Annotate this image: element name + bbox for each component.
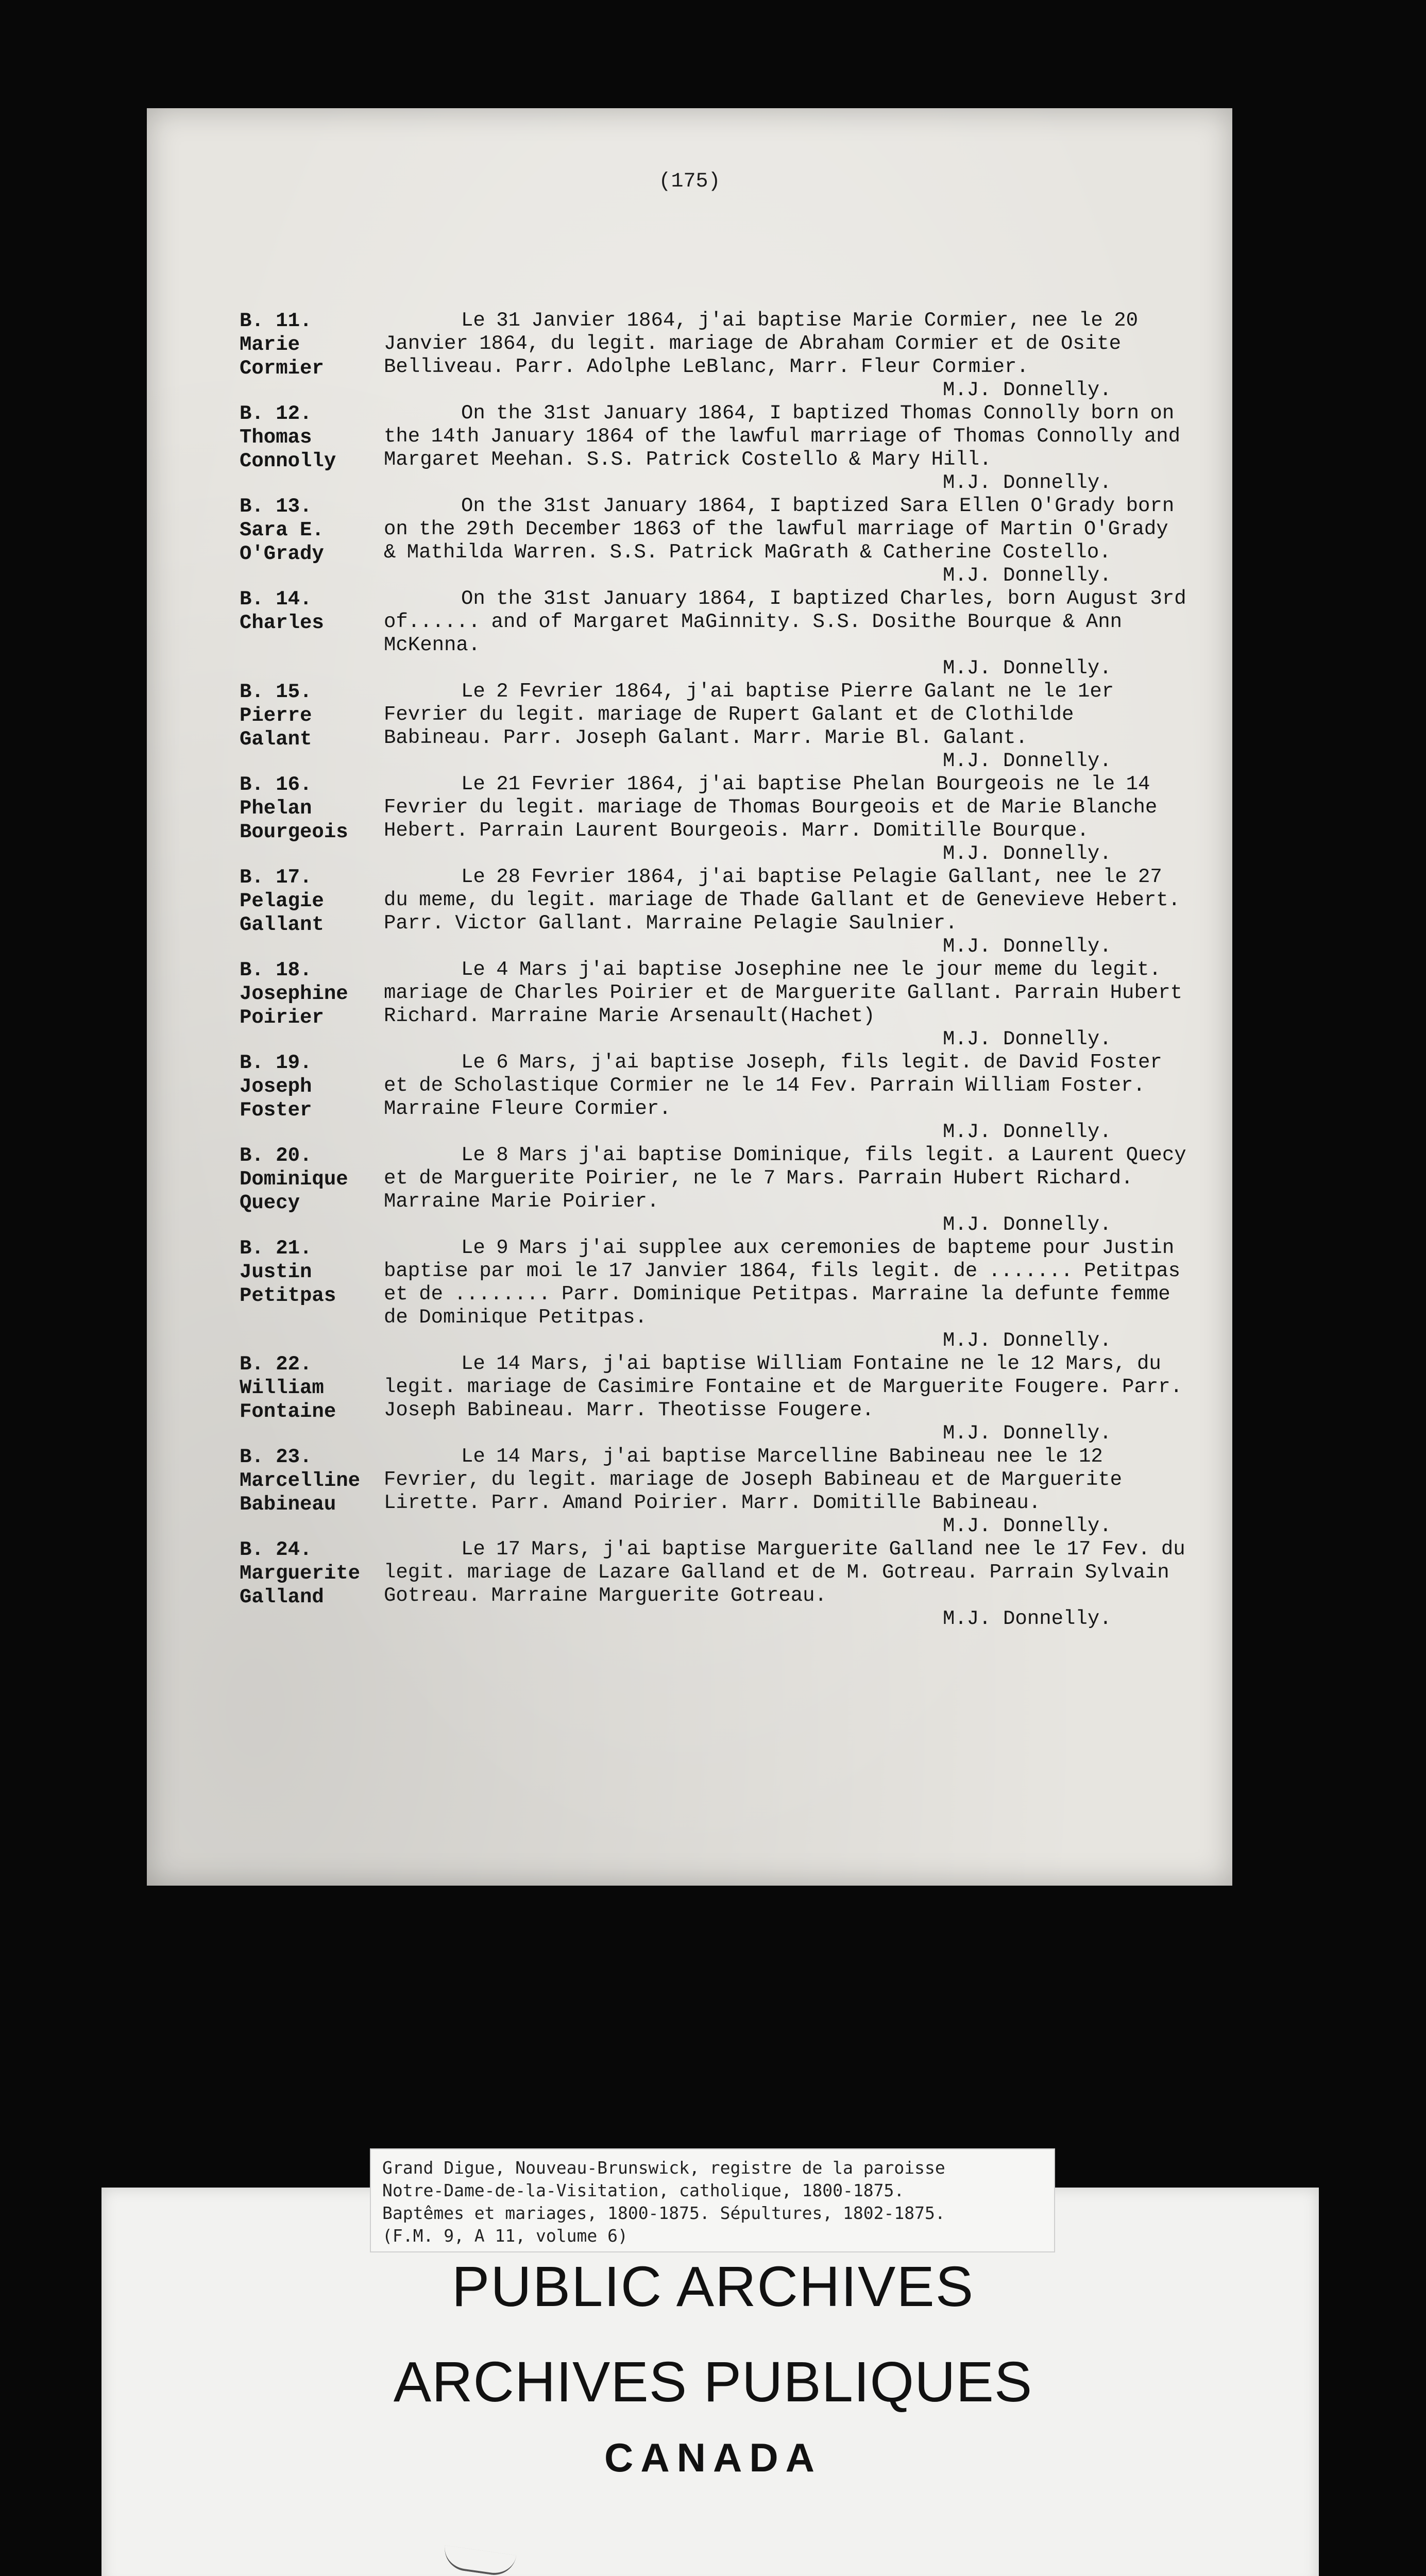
entry-name: Joseph (240, 1075, 312, 1098)
entry-text: Le 14 Mars, j'ai baptise Marcelline Babineau nee le 12 Fevrier, du legit. mariage de Joseph Babineau et de Marguerite Lirette. Parr. Amand Poirier. Marr. Domitille Babineau. (384, 1445, 1123, 1514)
entry-margin-label (240, 402, 394, 473)
entry-margin-label (240, 773, 394, 844)
entry-number: B. 12. (240, 402, 312, 425)
baptism-entries (147, 309, 1232, 1631)
entry-margin-label (240, 680, 394, 751)
entry-number: B. 18. (240, 959, 312, 981)
baptism-entry (147, 1051, 1232, 1144)
entry-name (240, 635, 394, 658)
entry-name: Thomas (240, 426, 312, 449)
entry-name: William (240, 1377, 324, 1399)
page-number: (175) (658, 170, 721, 193)
entry-text: Le 31 Janvier 1864, j'ai baptise Marie Cormier, nee le 20 Janvier 1864, du legit. mariage de Abraham Cormier et de Osite Belliveau. Parr. Adolphe LeBlanc, Marr. Fleur Cormier. (384, 309, 1139, 378)
entry-number: B. 23. (240, 1446, 312, 1468)
entry-name: Quecy (240, 1192, 300, 1214)
entry-number: B. 14. (240, 588, 312, 611)
baptism-entry (147, 866, 1232, 958)
entry-margin-label (240, 495, 394, 566)
entry-name: Pierre (240, 704, 312, 727)
public-archives-heading: PUBLIC ARCHIVES (451, 2255, 975, 2318)
entry-number: B. 20. (240, 1144, 312, 1167)
entry-text: Le 21 Fevrier 1864, j'ai baptise Phelan Bourgeois ne le 14 Fevrier du legit. mariage de Thomas Bourgeois et de Marie Blanche Hebert. Parrain Laurent Bourgeois. Marr. Domitille Bourque. (384, 773, 1158, 842)
entry-name: Marie (240, 333, 300, 356)
entry-name: Poirier (240, 1006, 324, 1029)
entry-number: B. 11. (240, 310, 312, 332)
entry-text: Le 8 Mars j'ai baptise Dominique, fils legit. a Laurent Quecy et de Marguerite Poirier, ne le 7 Mars. Parrain Hubert Richard. Marraine Marie Poirier. (384, 1144, 1186, 1213)
entry-name: Galant (240, 728, 312, 751)
entry-number: B. 17. (240, 866, 312, 889)
entry-margin-label (240, 1445, 394, 1516)
priest-signature: M.J. Donnelly. (943, 1121, 1112, 1143)
priest-signature: M.J. Donnelly. (943, 935, 1112, 958)
entry-text: On the 31st January 1864, I baptized Charles, born August 3rd of...... and of Margaret MaGinnity. S.S. Dosithe Bourque & Ann McKenna. (384, 587, 1186, 656)
entry-text: On the 31st January 1864, I baptized Sara Ellen O'Grady born on the 29th December 1863 of the lawful marriage of Martin O'Grady & Mathilda Warren. S.S. Patrick MaGrath & Catherine Costello. (384, 495, 1175, 564)
entry-text: Le 9 Mars j'ai supplee aux ceremonies de bapteme pour Justin baptise par moi le 17 Janvier 1864, fils legit. de ....... Petitpas et de ........ Parr. Dominique Petitpas. Marraine la defunte femme de Dominique Petitpas. (384, 1236, 1181, 1329)
entry-margin-label (240, 1538, 394, 1609)
baptism-entry (147, 587, 1232, 680)
entry-name: Marcelline (240, 1469, 361, 1492)
entry-text: On the 31st January 1864, I baptized Thomas Connolly born on the 14th January 1864 of the lawful marriage of Thomas Connolly and Margaret Meehan. S.S. Patrick Costello & Mary Hill. (384, 402, 1181, 471)
slip-line: Notre-Dame-de-la-Visitation, catholique, 1800-1875. (382, 2180, 905, 2200)
entry-number: B. 22. (240, 1353, 312, 1376)
entry-name: Babineau (240, 1493, 336, 1516)
priest-signature: M.J. Donnelly. (943, 1422, 1112, 1445)
entry-margin-label (240, 309, 394, 380)
entry-text: Le 2 Fevrier 1864, j'ai baptise Pierre Galant ne le 1er Fevrier du legit. mariage de Rupert Galant et de Clothilde Babineau. Parr. Joseph Galant. Marr. Marie Bl. Galant. (384, 680, 1114, 749)
entry-name: Marguerite (240, 1562, 361, 1585)
entry-name: O'Grady (240, 543, 324, 565)
entry-text: Le 14 Mars, j'ai baptise William Fontaine ne le 12 Mars, du legit. mariage de Casimire Fontaine et de Marguerite Fougere. Parr. Joseph Babineau. Marr. Theotisse Fougere. (384, 1352, 1183, 1421)
entry-name: Connolly (240, 450, 336, 472)
slip-line: Grand Digue, Nouveau-Brunswick, registre de la paroisse (382, 2158, 945, 2178)
priest-signature: M.J. Donnelly. (943, 1213, 1112, 1236)
slip-line: (F.M. 9, A 11, volume 6) (382, 2226, 628, 2246)
priest-signature: M.J. Donnelly. (943, 564, 1112, 587)
entry-name: Josephine (240, 982, 348, 1005)
entry-margin-label (240, 1144, 394, 1215)
entry-number: B. 24. (240, 1538, 312, 1561)
baptism-entry (147, 1236, 1232, 1352)
entry-number: B. 15. (240, 681, 312, 703)
entry-name: Fontaine (240, 1400, 336, 1423)
priest-signature: M.J. Donnelly. (943, 842, 1112, 865)
priest-signature: M.J. Donnelly. (943, 1028, 1112, 1050)
canada-heading: CANADA (604, 2435, 822, 2480)
entry-margin-label (240, 866, 394, 937)
entry-text: Le 4 Mars j'ai baptise Josephine nee le jour meme du legit. mariage de Charles Poirier et de Marguerite Gallant. Parrain Hubert Richard. Marraine Marie Arsenault(Hachet) (384, 958, 1183, 1027)
priest-signature: M.J. Donnelly. (943, 1607, 1112, 1630)
entry-name: Charles (240, 612, 324, 634)
priest-signature: M.J. Donnelly. (943, 750, 1112, 772)
baptism-entry (147, 1352, 1232, 1445)
entry-margin-label (240, 587, 394, 658)
entry-text: Le 28 Fevrier 1864, j'ai baptise Pelagie Gallant, nee le 27 du meme, du legit. mariage de Thade Gallant et de Genevieve Hebert. Parr. Victor Gallant. Marraine Pelagie Saulnier. (384, 866, 1181, 935)
entry-name: Pelagie (240, 890, 324, 912)
priest-signature: M.J. Donnelly. (943, 471, 1112, 494)
entry-name: Dominique (240, 1168, 348, 1191)
entry-name: Galland (240, 1586, 324, 1608)
entry-number: B. 21. (240, 1237, 312, 1260)
baptism-entry (147, 402, 1232, 495)
entry-margin-label (240, 1051, 394, 1122)
priest-signature: M.J. Donnelly. (943, 379, 1112, 401)
entry-text: Le 6 Mars, j'ai baptise Joseph, fils legit. de David Foster et de Scholastique Cormier ne le 14 Fev. Parrain William Foster. Marraine Fleure Cormier. (384, 1051, 1162, 1120)
entry-name: Justin (240, 1261, 312, 1283)
priest-signature: M.J. Donnelly. (943, 1329, 1112, 1352)
baptism-entry (147, 773, 1232, 866)
entry-name: Phelan (240, 797, 312, 820)
slip-line: Baptêmes et mariages, 1800-1875. Sépultures, 1802-1875. (382, 2203, 945, 2223)
entry-name: Petitpas (240, 1284, 336, 1307)
entry-name: Bourgeois (240, 821, 348, 843)
baptism-entry (147, 309, 1232, 402)
entry-margin-label (240, 1352, 394, 1423)
priest-signature: M.J. Donnelly. (943, 657, 1112, 680)
entry-number: B. 16. (240, 773, 312, 796)
archives-publiques-heading: ARCHIVES PUBLIQUES (393, 2350, 1033, 2414)
baptism-entry (147, 1445, 1232, 1538)
entry-margin-label (240, 958, 394, 1029)
entry-name: Sara E. (240, 519, 324, 541)
entry-number: B. 13. (240, 495, 312, 518)
entry-text: Le 17 Mars, j'ai baptise Marguerite Galland nee le 17 Fev. du legit. mariage de Lazare Galland et de M. Gotreau. Parrain Sylvain Gotreau. Marraine Marguerite Gotreau. (384, 1538, 1185, 1607)
entry-name: Gallant (240, 913, 324, 936)
entry-name: Foster (240, 1099, 312, 1122)
entry-margin-label (240, 1236, 394, 1308)
entry-name: Cormier (240, 357, 324, 380)
register-page (147, 108, 1232, 1886)
baptism-entry (147, 1538, 1232, 1631)
baptism-entry (147, 680, 1232, 773)
archive-reference-slip (370, 2148, 1055, 2252)
entry-number: B. 19. (240, 1052, 312, 1074)
priest-signature: M.J. Donnelly. (943, 1515, 1112, 1537)
baptism-entry (147, 495, 1232, 587)
baptism-entry (147, 1144, 1232, 1236)
baptism-entry (147, 958, 1232, 1051)
